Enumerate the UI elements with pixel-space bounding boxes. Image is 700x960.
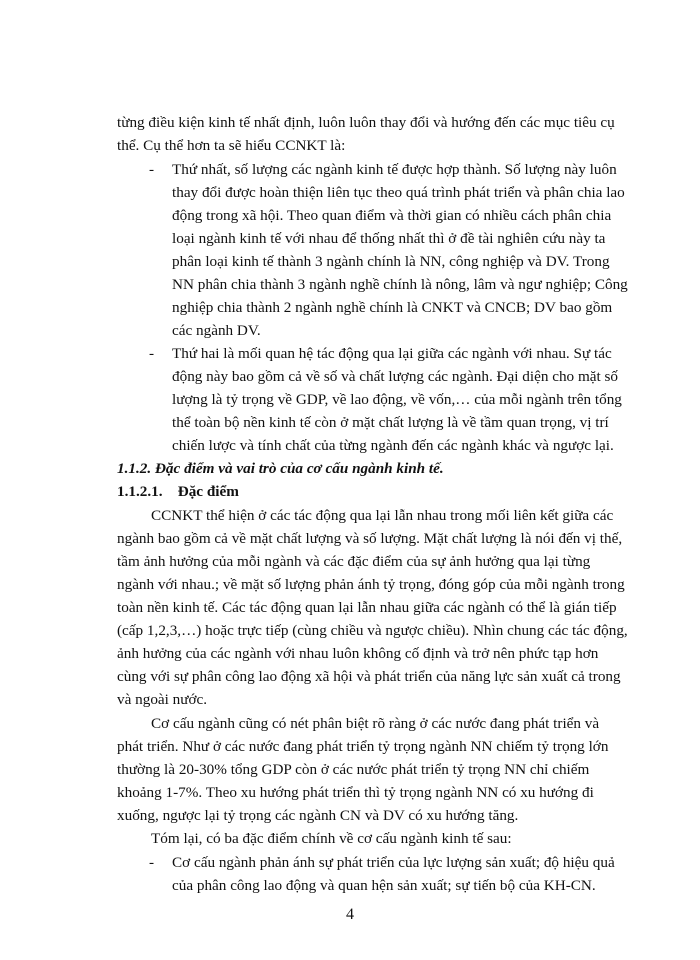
list-line: chiến lược và tính chất của từng ngành đến các ngành khác và ngược lại. (172, 437, 614, 454)
list-line: NN phân chia thành 3 ngành nghề chính là nông, lâm và ngư nghiệp; Công (172, 276, 628, 293)
list-line: Cơ cấu ngành phản ánh sự phát triển của lực lượng sản xuất; độ hiệu quả (172, 854, 615, 871)
paragraph-line: toàn nền kinh tế. Các tác động quan lại lẫn nhau giữa các ngành có thể là gián tiếp (117, 599, 617, 616)
list-line: động trong xã hội. Theo quan điểm và thời gian có nhiều cách phân chia (172, 207, 612, 224)
paragraph-line: thường là 20-30% tổng GDP còn ở các nước phát triển tỷ trọng NN chỉ chiếm (117, 761, 590, 778)
paragraph-line: CCNKT thể hiện ở các tác động qua lại lẫn nhau trong mối liên kết giữa các (151, 507, 614, 524)
paragraph-line: cùng với sự phân công lao động xã hội và phát triển của năng lực sản xuất cả trong (117, 668, 621, 685)
paragraph-line: ngành với nhau.; về mặt số lượng phản ánh tỷ trọng, đóng góp của mỗi ngành trong (117, 576, 625, 593)
paragraph-line: ảnh hưởng của các ngành với nhau luôn không cố định và trở nên phức tạp hơn (117, 645, 599, 662)
list-line: của phân công lao động và quan hện sản xuất; sự tiến bộ của KH-CN. (172, 877, 596, 894)
list-line: Thứ hai là mối quan hệ tác động qua lại giữa các ngành với nhau. Sự tác (172, 345, 612, 362)
section-heading: 1.1.2. Đặc điểm và vai trò của cơ cấu ngành kinh tế. (117, 460, 444, 477)
paragraph-line: ngành bao gồm cả về mặt chất lượng và số lượng. Mặt chất lượng là nói đến vị thế, (117, 530, 623, 547)
list-line: động này bao gồm cả về số và chất lượng các ngành. Đại diện cho mặt số (172, 368, 619, 385)
list-line: loại ngành kinh tế với nhau để thống nhất thì ở đề tài nghiên cứu này ta (172, 230, 606, 247)
list-dash: - (149, 345, 155, 362)
paragraph-line: (cấp 1,2,3,…) hoặc trực tiếp (cùng chiều và ngược chiều). Nhìn chung các tác động, (117, 622, 628, 639)
page-number: 4 (346, 906, 354, 923)
list-line: nghiệp chia thành 2 ngành nghề chính là CNKT và CNCB; DV bao gồm (172, 299, 613, 316)
list-line: thay đổi được hoàn thiện liên tục theo quá trình phát triển và phân chia lao (172, 184, 625, 201)
paragraph-line: và ngoài nước. (117, 691, 208, 708)
paragraph-line: Tóm lại, có ba đặc điểm chính về cơ cấu ngành kinh tế sau: (151, 830, 512, 847)
subsection-heading: 1.1.2.1. Đặc điểm (117, 483, 239, 500)
list-line: lượng là tỷ trọng về GDP, về lao động, về vốn,… của mỗi ngành trên tổng (172, 391, 622, 408)
paragraph-line: xuống, ngược lại tỷ trọng các ngành CN và DV có xu hướng tăng. (117, 807, 519, 824)
paragraph-line: phát triển. Như ở các nước đang phát triển tỷ trọng ngành NN chiếm tỷ trọng lớn (117, 738, 609, 755)
body-line: từng điều kiện kinh tế nhất định, luôn luôn thay đổi và hướng đến các mục tiêu cụ (117, 114, 615, 131)
list-line: các ngành DV. (172, 322, 261, 339)
paragraph-line: Cơ cấu ngành cũng có nét phân biệt rõ ràng ở các nước đang phát triển và (151, 715, 600, 732)
paragraph-line: tầm ảnh hưởng của mỗi ngành và các đặc điểm của sự ảnh hưởng qua lại từng (117, 553, 591, 570)
list-dash: - (149, 161, 155, 178)
list-line: Thứ nhất, số lượng các ngành kinh tế được hợp thành. Số lượng này luôn (172, 161, 617, 178)
list-dash: - (149, 854, 155, 871)
list-line: phân loại kinh tế thành 3 ngành chính là NN, công nghiệp và DV. Trong (172, 253, 610, 270)
body-line: thể. Cụ thể hơn ta sẽ hiểu CCNKT là: (117, 137, 346, 154)
list-line: thể toàn bộ nền kinh tế còn ở mặt chất lượng là về tầm quan trọng, vị trí (172, 414, 609, 431)
paragraph-line: khoảng 1-7%. Theo xu hướng phát triển thì tỷ trọng ngành NN có xu hướng đi (117, 784, 594, 801)
